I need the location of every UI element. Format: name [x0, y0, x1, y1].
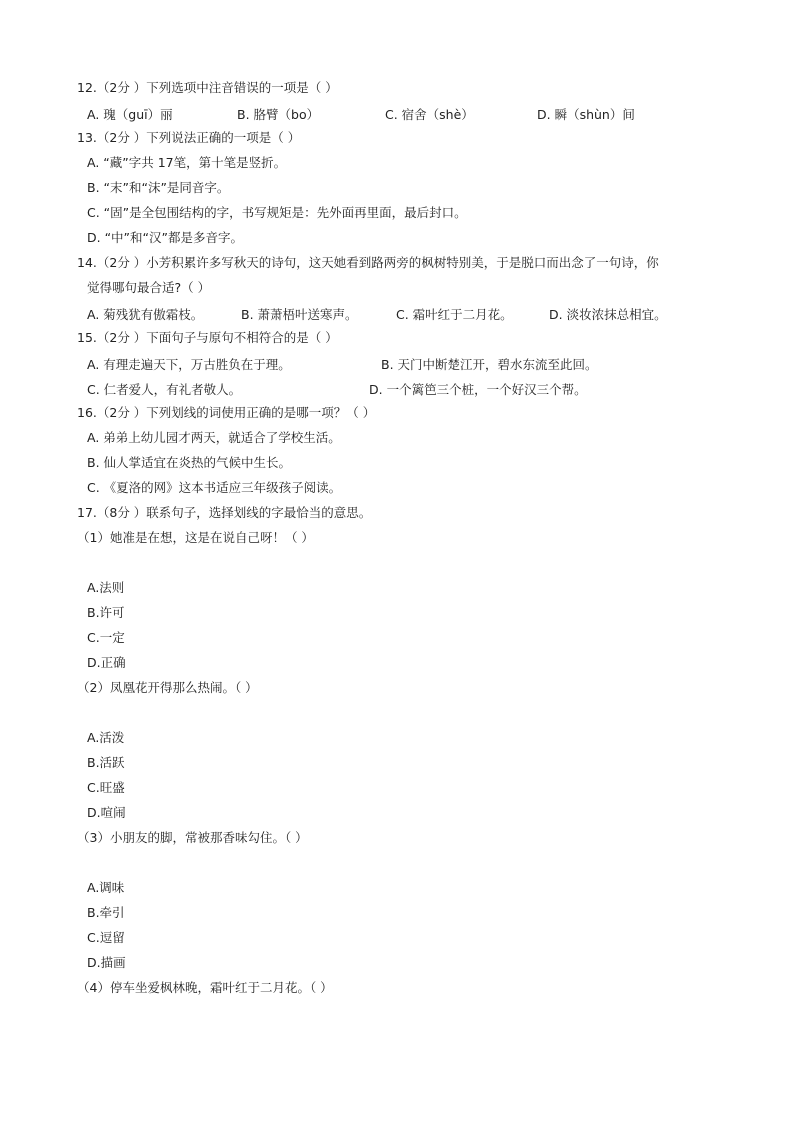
- q14-option-b: B. 萧萧梧叶送寒声。: [241, 307, 358, 322]
- q15-option-d: D. 一个篱笆三个桩，一个好汉三个帮。: [369, 382, 587, 397]
- q13-option-c: C. “固”是全包围结构的字，书写规矩是：先外面再里面，最后封口。: [87, 205, 467, 220]
- q17-sub1-option-d: D.正确: [87, 655, 126, 670]
- q16-stem: 16.（2分 ）下列划线的词使用正确的是哪一项？（ ）: [77, 405, 376, 420]
- q12-stem: 12.（2分 ）下列选项中注音错误的一项是（ ）: [77, 80, 338, 95]
- q17-stem: 17.（8分 ）联系句子，选择划线的字最恰当的意思。: [77, 505, 372, 520]
- q13-stem: 13.（2分 ）下列说法正确的一项是（ ）: [77, 130, 301, 145]
- q17-sub3-option-d: D.描画: [87, 955, 126, 970]
- q14-option-d: D. 淡妆浓抹总相宜。: [549, 307, 667, 322]
- q17-sub1-option-b: B.许可: [87, 605, 125, 620]
- q17-sub3-stem: （3）小朋友的脚，常被那香味勾住。（ ）: [77, 830, 308, 845]
- q15-option-c: C. 仁者爱人，有礼者敬人。: [87, 382, 242, 397]
- q17-sub2-option-d: D.喧闹: [87, 805, 126, 820]
- q13-option-d: D. “中”和“汉”都是多音字。: [87, 230, 243, 245]
- q14-stem: 14.（2分 ）小芳积累许多写秋天的诗句，这天她看到路两旁的枫树特别美，于是脱口而出念了一句诗，你: [77, 255, 659, 270]
- q14-option-c: C. 霜叶红于二月花。: [396, 307, 513, 322]
- q13-option-b: B. “末”和“沫”是同音字。: [87, 180, 230, 195]
- q15-option-a: A. 有理走遍天下，万古胜负在于理。: [87, 357, 291, 372]
- q15-option-b: B. 天门中断楚江开，碧水东流至此回。: [381, 357, 598, 372]
- q17-sub2-stem: （2）凤凰花开得那么热闹。（ ）: [77, 680, 258, 695]
- q17-sub2-option-c: C.旺盛: [87, 780, 125, 795]
- q12-option-b: B. 胳臂（bo）: [237, 107, 320, 122]
- q14-option-a: A. 菊残犹有傲霜枝。: [87, 307, 204, 322]
- q12-option-a: A. 瑰（guī）丽: [87, 107, 173, 122]
- q12-option-c: C. 宿舍（shè）: [385, 107, 474, 122]
- q15-stem: 15.（2分 ）下面句子与原句不相符合的是（ ）: [77, 330, 338, 345]
- q17-sub3-option-b: B.牵引: [87, 905, 125, 920]
- q17-sub2-option-b: B.活跃: [87, 755, 125, 770]
- q16-option-c: C. 《夏洛的网》这本书适应三年级孩子阅读。: [87, 480, 342, 495]
- q12-option-d: D. 瞬（shùn）间: [537, 107, 635, 122]
- q17-sub1-stem: （1）她准是在想，这是在说自己呀！（ ）: [77, 530, 314, 545]
- q17-sub1-option-c: C.一定: [87, 630, 125, 645]
- q17-sub3-option-c: C.逗留: [87, 930, 125, 945]
- q17-sub1-option-a: A.法则: [87, 580, 125, 595]
- q17-sub3-option-a: A.调味: [87, 880, 125, 895]
- q13-option-a: A. “藏”字共 17笔，第十笔是竖折。: [87, 155, 287, 170]
- q17-sub4-stem: （4）停车坐爱枫林晚，霜叶红于二月花。（ ）: [77, 980, 333, 995]
- q16-option-a: A. 弟弟上幼儿园才两天，就适合了学校生活。: [87, 430, 341, 445]
- q14-stem-continued: 觉得哪句最合适?（ ）: [87, 280, 211, 295]
- q17-sub2-option-a: A.活泼: [87, 730, 125, 745]
- q16-option-b: B. 仙人掌适宜在炎热的气候中生长。: [87, 455, 292, 470]
